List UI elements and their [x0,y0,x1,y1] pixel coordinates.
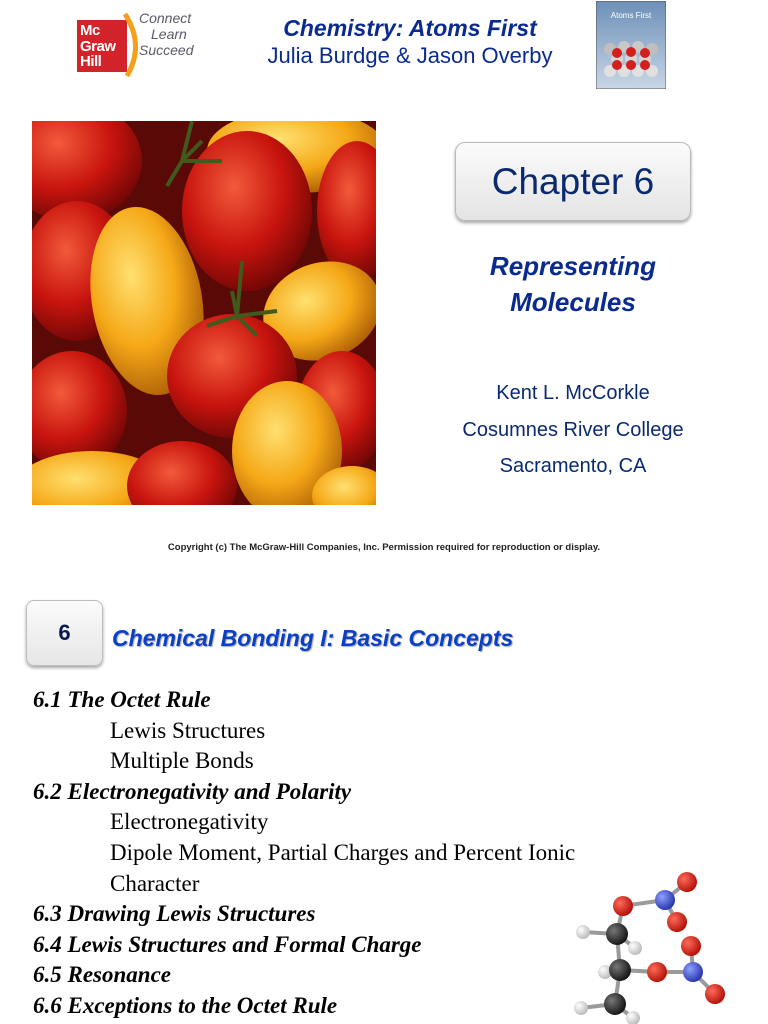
outline-section: 6.4 Lewis Structures and Formal Charge [33,931,422,957]
mcgraw-hill-logo [77,10,227,80]
molecule-model-image [565,868,735,1024]
outline-section: 6.2 Electronegativity and Polarity [33,778,352,804]
chapter-label: Chapter 6 [455,142,691,221]
outline-section: 6.3 Drawing Lewis Structures [33,901,316,927]
book-authors: Julia Burdge & Jason Overby [267,43,553,68]
book-cover-image [596,1,666,89]
presenter-location: Sacramento, CA [499,455,647,477]
chapter-subtitle [430,248,716,320]
outline-subsection: Electronegativity [110,809,269,835]
tagline-line: Connect [139,10,192,26]
outline-subsection: Multiple Bonds [110,748,254,774]
presenter-name: Kent L. McCorkle [496,382,650,404]
outline-subsection: Lewis Structures [110,717,266,743]
book-title: Chemistry: Atoms First [283,15,537,41]
outline-section: 6.5 Resonance [33,962,171,988]
subtitle-line: Representing [489,251,657,281]
cover-title: Atoms First [610,11,652,20]
chapter-number-box: 6 [26,600,103,666]
book-header [230,14,590,70]
outline-subsection: Dipole Moment, Partial Charges and Percent Ionic Character [110,839,576,896]
brand-line: Graw [80,37,116,55]
presenter-institution: Cosumnes River College [462,418,684,441]
chapter-heading: Chemical Bonding I: Basic Concepts [112,625,514,651]
logo-tagline [139,10,193,58]
presenter-info [430,375,716,485]
tagline-line: Succeed [139,42,194,58]
outline-section: 6.6 Exceptions to the Octet Rule [33,992,338,1018]
copyright-notice: Copyright (c) The McGraw-Hill Companies, Inc. Permission required for reproduction or display. [167,542,601,553]
tomatoes-photo [32,121,376,505]
brand-line: Mc [80,22,100,39]
outline-section: 6.1 The Octet Rule [33,687,211,712]
subtitle-line: Molecules [510,287,636,317]
mcgraw-hill-wordmark [77,20,127,72]
tagline-line: Learn [151,26,187,42]
brand-line: Hill [80,53,102,70]
